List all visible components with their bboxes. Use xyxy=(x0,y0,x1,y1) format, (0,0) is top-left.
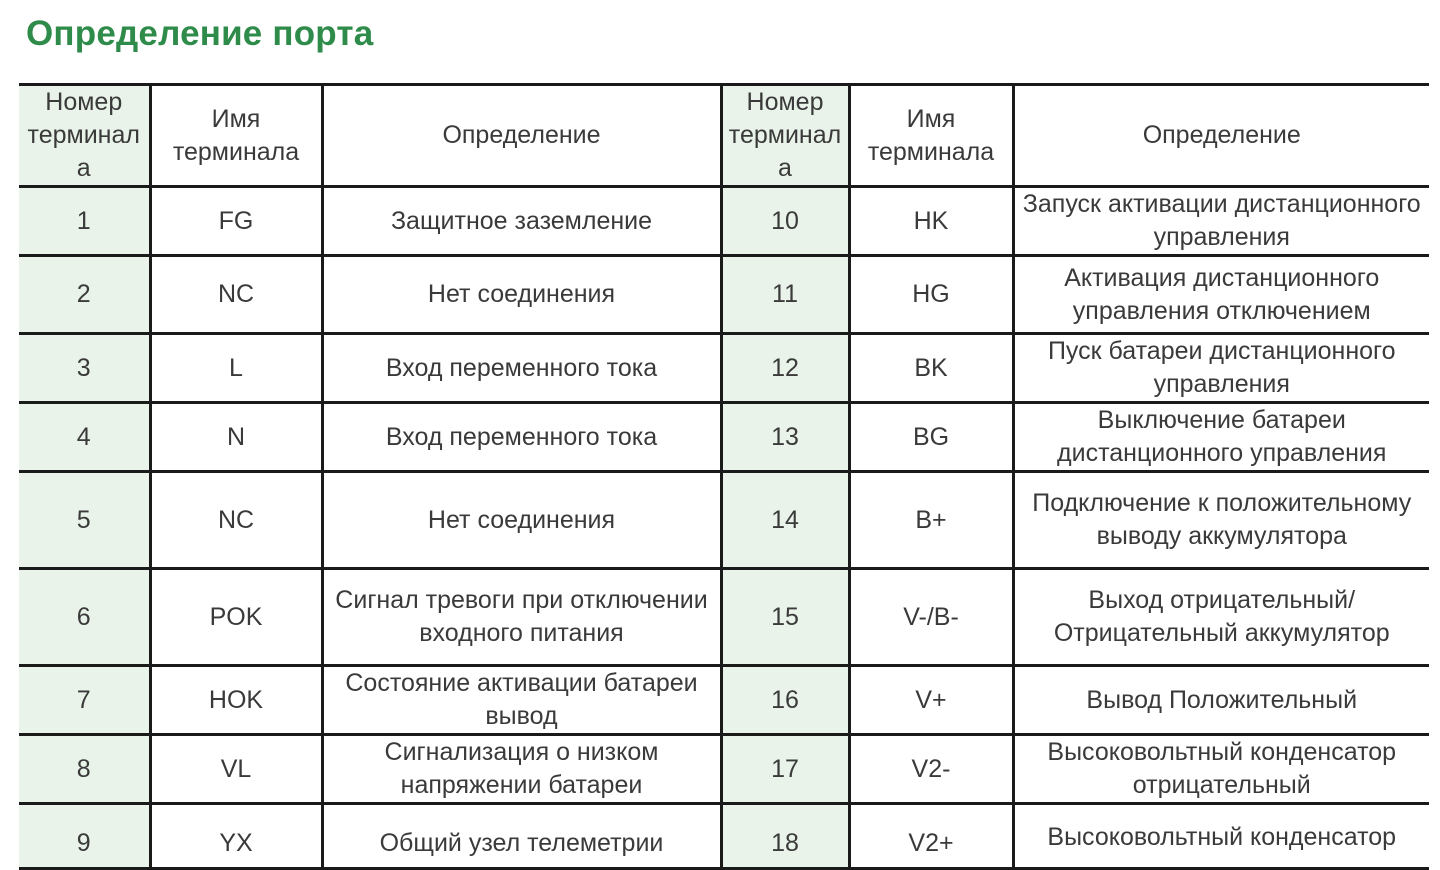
table-row xyxy=(19,334,1429,403)
terminal-number xyxy=(721,804,849,869)
terminal-number: 13 xyxy=(721,403,849,472)
table-row xyxy=(19,569,1429,666)
terminal-definition-text: Высоковольтный конденсатор xyxy=(1047,822,1397,851)
terminal-name-text: YX xyxy=(219,828,253,857)
terminal-number: 17 xyxy=(721,735,849,804)
table-header-row xyxy=(19,85,1429,187)
terminal-name: VL xyxy=(150,735,322,804)
header-definition: Определение xyxy=(322,85,721,187)
terminal-definition: Запуск активации дистанционного управления xyxy=(1013,187,1429,256)
table-row xyxy=(19,472,1429,569)
terminal-number: 8 xyxy=(19,735,150,804)
terminal-name: FG xyxy=(150,187,322,256)
terminal-definition: Вход переменного тока xyxy=(322,403,721,472)
terminal-definition: Сигнал тревоги при отключении входного питания xyxy=(322,569,721,666)
table-row xyxy=(19,403,1429,472)
terminal-number: 11 xyxy=(721,256,849,334)
terminal-definition: Вывод Положительный xyxy=(1013,666,1429,735)
table-row xyxy=(19,256,1429,334)
terminal-number: 5 xyxy=(19,472,150,569)
terminal-definition xyxy=(322,804,721,869)
terminal-definition: Нет соединения xyxy=(322,472,721,569)
terminal-definition-text: Общий узел телеметрии xyxy=(379,828,664,857)
terminal-definition: Высоковольтный конденсатор отрицательный xyxy=(1013,735,1429,804)
terminal-name: V+ xyxy=(849,666,1013,735)
terminal-definition: Защитное заземление xyxy=(322,187,721,256)
terminal-number: 10 xyxy=(721,187,849,256)
terminal-name: BG xyxy=(849,403,1013,472)
terminal-number: 14 xyxy=(721,472,849,569)
terminal-name: B+ xyxy=(849,472,1013,569)
terminal-number: 16 xyxy=(721,666,849,735)
terminal-name: HOK xyxy=(150,666,322,735)
terminal-name: V-/B- xyxy=(849,569,1013,666)
terminal-number: 15 xyxy=(721,569,849,666)
terminal-definition: Состояние активации батареи вывод xyxy=(322,666,721,735)
terminal-number-text: 18 xyxy=(771,828,799,857)
terminal-definition: Сигнализация о низком напряжении батареи xyxy=(322,735,721,804)
terminal-definition: Нет соединения xyxy=(322,256,721,334)
terminal-definition: Вход переменного тока xyxy=(322,334,721,403)
header-terminal-name: Имя терминала xyxy=(150,85,322,187)
page-title: Определение порта xyxy=(26,14,374,53)
terminal-name: BK xyxy=(849,334,1013,403)
terminal-name: HG xyxy=(849,256,1013,334)
terminal-definition: Выключение батареи дистанционного управления xyxy=(1013,403,1429,472)
terminal-number: 1 xyxy=(19,187,150,256)
terminal-name xyxy=(150,804,322,869)
header-terminal-number: Номер терминал а xyxy=(19,85,150,187)
terminal-number-text: 9 xyxy=(76,828,91,857)
terminal-definition xyxy=(1013,804,1429,869)
table-row xyxy=(19,666,1429,735)
terminal-name: NC xyxy=(150,472,322,569)
terminal-definition: Выход отрицательный/Отрицательный аккумулятор xyxy=(1013,569,1429,666)
port-definition-table xyxy=(19,83,1429,870)
table-row xyxy=(19,187,1429,256)
terminal-number: 7 xyxy=(19,666,150,735)
terminal-number: 2 xyxy=(19,256,150,334)
table-row xyxy=(19,804,1429,869)
terminal-name: HK xyxy=(849,187,1013,256)
terminal-definition: Активация дистанционного управления отключением xyxy=(1013,256,1429,334)
terminal-name xyxy=(849,804,1013,869)
terminal-definition: Подключение к положительному выводу аккумулятора xyxy=(1013,472,1429,569)
terminal-name: POK xyxy=(150,569,322,666)
header-definition: Определение xyxy=(1013,85,1429,187)
terminal-name: NC xyxy=(150,256,322,334)
terminal-definition: Пуск батареи дистанционного управления xyxy=(1013,334,1429,403)
terminal-number: 12 xyxy=(721,334,849,403)
terminal-number xyxy=(19,804,150,869)
table-row xyxy=(19,735,1429,804)
terminal-name: N xyxy=(150,403,322,472)
header-terminal-number: Номер терминал а xyxy=(721,85,849,187)
terminal-name: L xyxy=(150,334,322,403)
terminal-name: V2- xyxy=(849,735,1013,804)
header-terminal-name: Имя терминала xyxy=(849,85,1013,187)
terminal-number: 3 xyxy=(19,334,150,403)
terminal-name-text: V2+ xyxy=(908,828,954,857)
terminal-number: 6 xyxy=(19,569,150,666)
terminal-number: 4 xyxy=(19,403,150,472)
